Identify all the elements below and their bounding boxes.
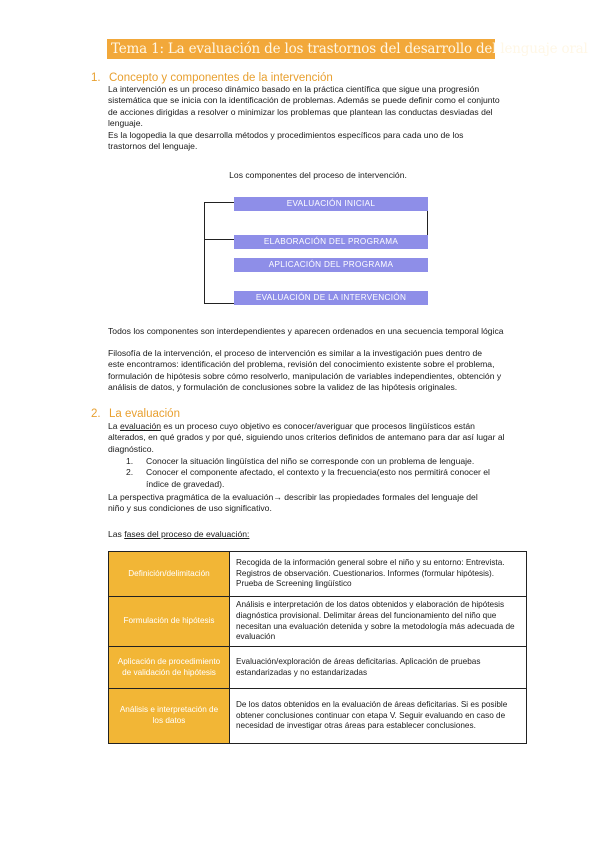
phases-heading — [108, 529, 528, 540]
components-note — [108, 326, 528, 337]
diagram-connector-mid — [204, 239, 234, 240]
diagram-connector-vertical — [204, 202, 205, 304]
document-title: Tema 1: La evaluación de los trastornos del desarrollo del lenguaje oral — [107, 39, 495, 59]
phases-table — [108, 551, 527, 744]
phase-description-cell: Evaluación/exploración de áreas deficitarias. Aplicación de pruebas estandarizadas y no estandarizadas — [230, 647, 527, 689]
body-line: niño y sus condiciones de uso significativo. — [108, 503, 272, 514]
evaluation-term: evaluación — [119, 421, 162, 431]
body-line: lenguaje. — [108, 118, 143, 129]
diagram-box-evaluacion-intervencion: EVALUACIÓN DE LA INTERVENCIÓN — [234, 291, 428, 305]
diagram-box-aplicacion-programa: APLICACIÓN DEL PROGRAMA — [234, 258, 428, 272]
diagram-caption: Los componentes del proceso de intervención. — [229, 170, 407, 180]
diagram-connector-top — [204, 202, 234, 203]
section-1-number: 1. — [91, 72, 101, 84]
list-number: 2. — [126, 467, 134, 478]
body-line: La perspectiva pragmática de la evaluación→ describir las propiedades formales del lenguaje del — [108, 492, 478, 502]
table-row — [109, 647, 527, 689]
body-line: este encontramos: identificación del problema, revisión del conocimiento existente sobre el problema, — [108, 359, 495, 370]
body-line — [108, 529, 528, 540]
body-line: Es la logopedia la que desarrolla métodos y procedimientos específicos para cada uno de los — [108, 129, 464, 140]
list-line: índice de gravedad). — [146, 478, 225, 489]
body-line: análisis de datos, y formulación de conclusiones sobre la validez de las hipótesis originales. — [108, 382, 458, 393]
body-line: de acciones dirigidas a resolver o minimizar los problemas que plantean las conductas desviadas del — [108, 106, 493, 117]
list-item — [126, 456, 526, 467]
table-row — [109, 552, 527, 597]
body-line: alterados, en qué grados y por qué, siguiendo unos criterios definidos de antemano para dar así lugar al — [108, 432, 505, 443]
phases-term: fases del proceso de evaluación: — [124, 529, 250, 539]
list-line: Conocer la situación lingüística del niño se corresponde con un problema de lenguaje. — [146, 456, 475, 466]
section-2-heading — [91, 407, 180, 421]
section-1-heading — [91, 71, 333, 85]
list-item — [126, 467, 526, 490]
section-2-number: 2. — [91, 408, 101, 420]
body-line: diagnóstico. — [108, 443, 154, 454]
phase-name-cell: Formulación de hipótesis — [109, 597, 230, 647]
list-number: 1. — [126, 456, 134, 466]
phase-description-cell: Recogida de la información general sobre el niño y su entorno: Entrevista. Registros de observación. Cuestionarios. Informes (formular hipótesis). Prueba de Screening lingüístico — [230, 552, 527, 597]
pragmatic-perspective — [108, 492, 528, 515]
body-line: trastornos del lenguaje. — [108, 141, 198, 152]
phase-name-cell: Aplicación de procedimiento de validación de hipótesis — [109, 647, 230, 689]
phase-name-cell: Análisis e interpretación de los datos — [109, 689, 230, 744]
body-line: formulación de hipótesis sobre cómo resolverlo, manipulación de variables independientes, obtención y — [108, 370, 502, 381]
section-2-title: La evaluación — [109, 408, 180, 420]
body-line — [108, 421, 528, 432]
evaluation-intro — [108, 421, 528, 455]
table-row — [109, 689, 527, 744]
evaluation-objectives-list — [126, 456, 526, 490]
diagram-box-elaboracion-programa: ELABORACIÓN DEL PROGRAMA — [234, 235, 428, 249]
phase-name-cell: Definición/delimitación — [109, 552, 230, 597]
section-1-title: Concepto y componentes de la intervención — [109, 72, 333, 84]
phases-prefix: Las — [108, 529, 125, 539]
body-line: sistemática que se inicia con la identificación de problemas. Además se puede definir como el conjunto — [108, 95, 500, 106]
section-1-body — [108, 84, 528, 152]
phase-description-cell: De los datos obtenidos en la evaluación de áreas deficitarias. Si es posible obtener conclusiones continuar con etapa V. Seguir evaluando en caso de necesidad de investigar otras áreas para establecer conclusiones. — [230, 689, 527, 744]
diagram-connector-bottom — [204, 303, 234, 304]
body-line: La intervención es un proceso dinámico basado en la práctica científica que sigue una progresión — [108, 84, 480, 94]
table-row — [109, 597, 527, 647]
list-line: Conocer el componente afectado, el contexto y la frecuencia(esto nos permitirá conocer el — [146, 467, 490, 478]
intro-rest: es un proceso cuyo objetivo es conocer/averiguar que procesos lingüísticos están — [161, 421, 475, 431]
diagram-box-evaluacion-inicial: EVALUACIÓN INICIAL — [234, 197, 428, 211]
body-line: Todos los componentes son interdependientes y aparecen ordenados en una secuencia temporal lógica — [108, 326, 504, 336]
phase-description-cell: Análisis e interpretación de los datos obtenidos y elaboración de hipótesis diagnóstica provisional. Delimitar áreas del funcionamiento del niño que necesitan una evaluación detenida y sobre la metodología más adecuada de evaluación — [230, 597, 527, 647]
philosophy-paragraph — [108, 348, 528, 394]
body-line: Filosofía de la intervención, el proceso de intervención es similar a la investigación pues dentro de — [108, 348, 483, 358]
intro-prefix: La — [108, 421, 120, 431]
